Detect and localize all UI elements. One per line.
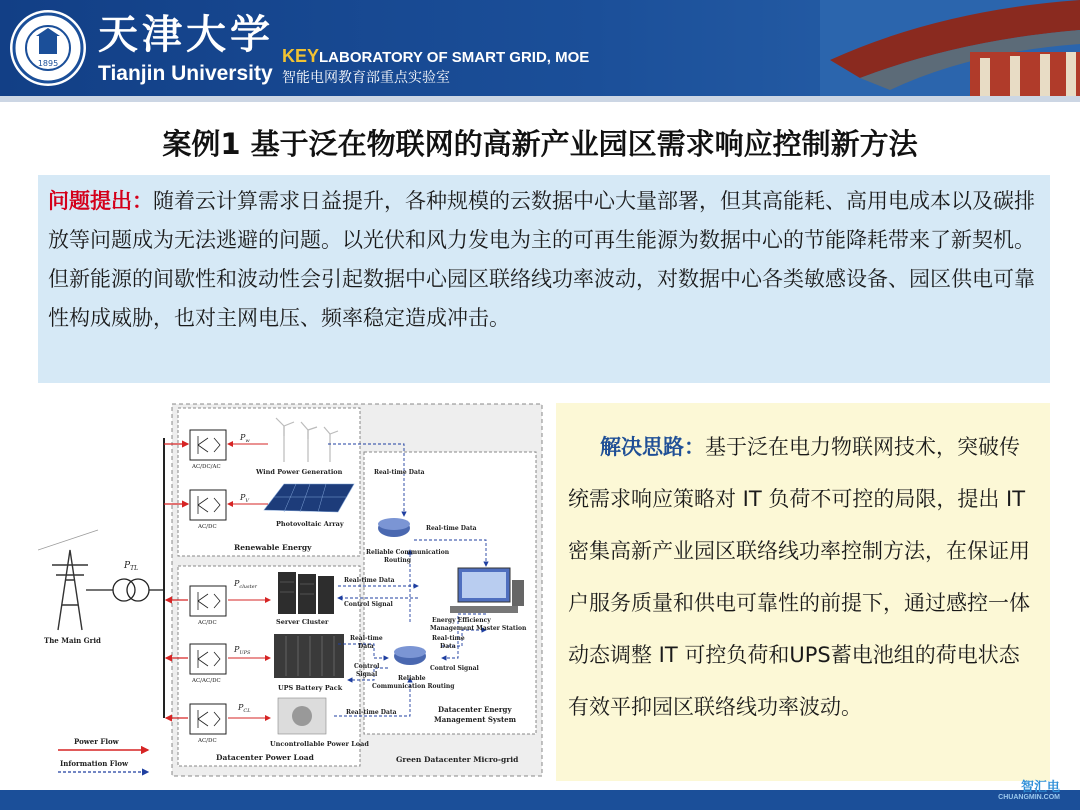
dems-label-a: Datacenter Energy — [438, 705, 512, 714]
problem-text: 随着云计算需求日益提升，各种规模的云数据中心大量部署，但其高能耗、高用电成本以及碳排放等问题成为无法逃避的问题。以光伏和风力发电为主的可再生能源为数据中心的节能降耗带来了新契机。但新能源的间歇性和波动性会引起数据中心园区联络线功率波动，对数据中心各类敏感设备、园区供电可靠性构成威胁，也对主网电压、频率稳定造成冲击。 — [48, 189, 1035, 330]
lab-key-mark: KEY — [282, 46, 320, 66]
hvac-unit-icon — [278, 698, 326, 734]
transmission-tower-icon — [38, 530, 98, 630]
server-rack-icon — [278, 572, 334, 614]
diagram-legend — [58, 737, 148, 772]
svg-text:Control: Control — [354, 663, 380, 670]
router-icon — [378, 518, 410, 537]
svg-text:Photovoltaic Array: Photovoltaic Array — [276, 520, 344, 528]
solution-box — [556, 403, 1050, 781]
svg-text:Power Flow: Power Flow — [74, 737, 119, 746]
footer-logo — [998, 780, 1060, 802]
svg-text:Server Cluster: Server Cluster — [276, 618, 329, 626]
svg-text:Uncontrollable Power Load: Uncontrollable Power Load — [270, 740, 369, 748]
svg-text:Management Master Station: Management Master Station — [430, 625, 527, 632]
footer-logo-text: 智汇电 — [1020, 779, 1060, 794]
svg-text:AC/AC/DC: AC/AC/DC — [192, 678, 221, 684]
footer-logo-sub: CHUANGMIN.COM — [998, 794, 1060, 801]
svg-text:Control Signal: Control Signal — [430, 665, 479, 672]
slide-title: 案例1 基于泛在物联网的高新产业园区需求响应控制新方法 — [162, 127, 918, 161]
converter-wind — [190, 430, 226, 460]
lab-name-en — [282, 48, 589, 66]
svg-text:Signal: Signal — [356, 671, 378, 678]
svg-text:Data: Data — [440, 643, 456, 650]
svg-text:Real-time Data: Real-time Data — [374, 469, 425, 476]
svg-text:AC/DC/AC: AC/DC/AC — [192, 464, 221, 470]
university-name-cn: 天津大学 — [98, 11, 274, 58]
university-seal-icon — [8, 8, 88, 88]
pcluster-label: $P_{cluster}$ — [234, 579, 257, 590]
load-title: Datacenter Power Load — [216, 753, 314, 762]
svg-text:Real-time: Real-time — [350, 635, 383, 642]
svg-text:Wind Power Generation: Wind Power Generation — [256, 468, 343, 476]
problem-box — [38, 175, 1050, 383]
svg-text:UPS Battery Pack: UPS Battery Pack — [278, 684, 343, 692]
svg-text:Real-time Data: Real-time Data — [346, 709, 397, 716]
svg-text:Data: Data — [358, 643, 374, 650]
svg-text:Information Flow: Information Flow — [60, 759, 129, 768]
footer-bar — [0, 790, 1080, 810]
lab-name-cn: 智能电网教育部重点实验室 — [282, 70, 450, 86]
renewable-title: Renewable Energy — [234, 543, 312, 552]
svg-text:1895: 1895 — [37, 59, 59, 68]
svg-text:AC/DC: AC/DC — [198, 524, 217, 530]
green-microgrid-label: Green Datacenter Micro-grid — [396, 755, 519, 764]
pups-label: $P_{UPS}$ — [234, 645, 251, 656]
converter-ups — [190, 644, 226, 674]
transformer-icon — [113, 579, 135, 601]
router-icon-2 — [394, 646, 426, 665]
header-banner — [0, 0, 1080, 96]
svg-text:Control Signal: Control Signal — [344, 601, 393, 608]
problem-label: 问题提出： — [48, 189, 153, 213]
pcl-label: $P_{CL}$ — [238, 703, 251, 714]
converter-pv — [190, 490, 226, 520]
svg-text:Reliable: Reliable — [398, 675, 426, 682]
solution-label: 解决思路： — [600, 435, 705, 459]
svg-text:Energy Efficiency: Energy Efficiency — [432, 617, 491, 624]
campus-building-image — [820, 0, 1080, 96]
solution-text: 基于泛在电力物联网技术，突破传统需求响应策略对 IT 负荷不可控的局限，提出 IT 密集高新产业园区联络线功率控制方法，在保证用户服务质量和供电可靠性的前提下，通过感控一体动态调整 IT 可控负荷和UPS蓄电池组的荷电状态有效平抑园区联络线功率波动。 — [568, 435, 1030, 719]
svg-text:Real-time: Real-time — [432, 635, 465, 642]
pv-label: $P_V$ — [240, 493, 250, 504]
lab-name-en-text: LABORATORY OF SMART GRID, MOE — [319, 49, 590, 66]
converter-server — [190, 586, 226, 616]
pw-label: $P_w$ — [240, 433, 250, 444]
dems-label-b: Management System — [434, 715, 517, 724]
svg-text:Reliable Communication: Reliable Communication — [366, 549, 450, 556]
svg-text:Real-time Data: Real-time Data — [344, 577, 395, 584]
main-grid-label: The Main Grid — [44, 636, 101, 645]
p-tl-label: $P_{TL}$ — [124, 561, 139, 572]
header-divider — [0, 96, 1080, 102]
svg-text:Real-time Data: Real-time Data — [426, 525, 477, 532]
microgrid-diagram — [38, 400, 548, 784]
svg-text:AC/DC: AC/DC — [198, 738, 217, 744]
svg-text:Communication Routing: Communication Routing — [372, 683, 455, 690]
svg-text:Routing: Routing — [384, 557, 411, 564]
converter-ucl — [190, 704, 226, 734]
svg-text:AC/DC: AC/DC — [198, 620, 217, 626]
university-name-en: Tianjin University — [98, 62, 273, 85]
ups-battery-icon — [274, 634, 344, 678]
